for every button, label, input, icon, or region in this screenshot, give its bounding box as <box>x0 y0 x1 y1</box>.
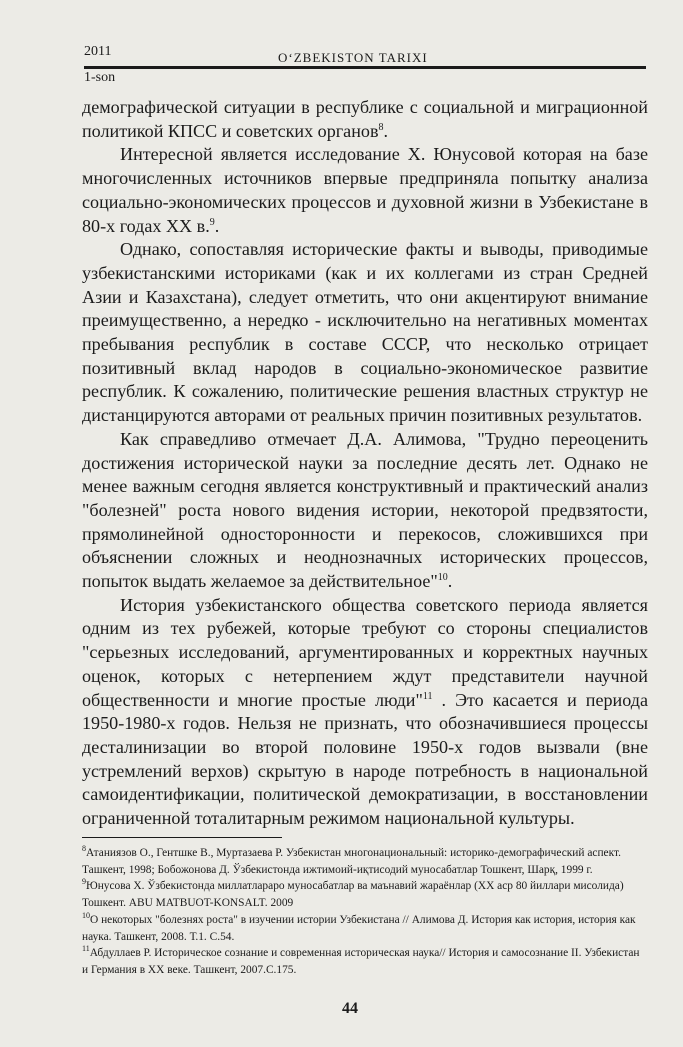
footnote-ref: 10 <box>437 572 448 584</box>
article-body <box>82 96 648 831</box>
paragraph: Однако, сопоставляя исторические факты и выводы, приводимые узбекистанскими историками (как и их коллегами из стран Средней Азии и Казахстана), следует отметить, что они акцентируют внимание преимущественно, а нередко - исключительно на негативных моментах пребывания республик в составе СССР, что несколько отрицает позитивный вклад народов в социально-экономическое развитие республик. К сожалению, политические решения властных структур не дистанцируются авторами от реальных причин позитивных результатов. <box>82 239 648 426</box>
header-rule <box>84 66 646 69</box>
running-header <box>84 44 648 84</box>
footnote-item: $^9$Юнусова Х. Ўзбекистонда миллатлараро муносабатлар ва маънавий жараёнлар (XX аср 80 йиллари мисолида) Тошкент. ABU MATBUOT-KONSALT. 2009 <box>82 877 624 910</box>
paragraph: История узбекистанского общества советского периода является одним из тех рубежей, которые требуют со стороны специалистов "серьезных исследований, аргументированных и корректных научных оценок, которых с нетерпением ждут представители научной общественности и многие простые люди"$^{11}$ . Это касается и периода 1950-1980-х годов. Нельзя не признать, что обозначившиеся процессы десталинизации во второй половине 1950-х годов вызвали (вне устремлений верхов) скрытую в народе потребность в национальной самоидентификации, политической демократизации, в восстановлении ограниченной тоталитарным режимом национальной культуры. <box>82 594 648 829</box>
header-journal-title: O‘ZBEKISTON TARIXI <box>278 50 428 65</box>
page-number: 44 <box>342 1000 358 1017</box>
header-year: 2011 <box>84 44 112 59</box>
header-issue: 1-son <box>84 70 116 85</box>
footnote-ref: 8 <box>378 121 384 133</box>
footnote-ref: 9 <box>209 216 215 228</box>
paragraph: Как справедливо отмечает Д.А. Алимова, "Трудно переоценить достижения исторической науки за последние десять лет. Однако не менее важным сегодня является конструктивный и практический анализ "болезней" роста нового видения истории, некоторой предвзятости, прямолинейной односторонности и перекосов, сложившихся при объяснении сложных и неоднозначных исторических процессов, попыток выдать желаемое за действительное"$^{10}$. <box>82 428 648 592</box>
footnote-ref: 11 <box>422 690 433 702</box>
paragraph: Интересной является исследование Х. Юнусовой которая на базе многочисленных источников впервые предприняла попытку анализа социально-экономических процессов и духовной жизни в Узбекистане в 80-х годах XX в.$^9$. <box>82 144 648 236</box>
footnotes <box>82 845 642 979</box>
footnote-separator <box>82 837 282 838</box>
paragraph: демографической ситуации в республике с социальной и миграционной политикой КПСС и советских органов$^8$. <box>82 97 648 141</box>
footnote-item: $^{10}$О некоторых "болезнях роста" в изучении истории Узбекистана // Алимова Д. История как история, история как наука. Ташкент, 2008. Т.1. С.54. <box>82 911 636 943</box>
footnote-item: $^{11}$Абдуллаев Р. Историческое сознание и современная историческая наука// История и самосознание II. Узбекистан и Германия в XX веке. Ташкент, 2007.С.175. <box>82 944 640 976</box>
footnote-item: $^8$Атаниязов О., Гентшке В., Муртазаева Р. Узбекистан многонациональный: историко-демографический аспект. Ташкент, 1998; Бобожонова Д. Ўзбекистонда ижтимоий-иқтисодий муносабатлар Тошкент, Шарқ, 1999 г. <box>82 844 621 876</box>
